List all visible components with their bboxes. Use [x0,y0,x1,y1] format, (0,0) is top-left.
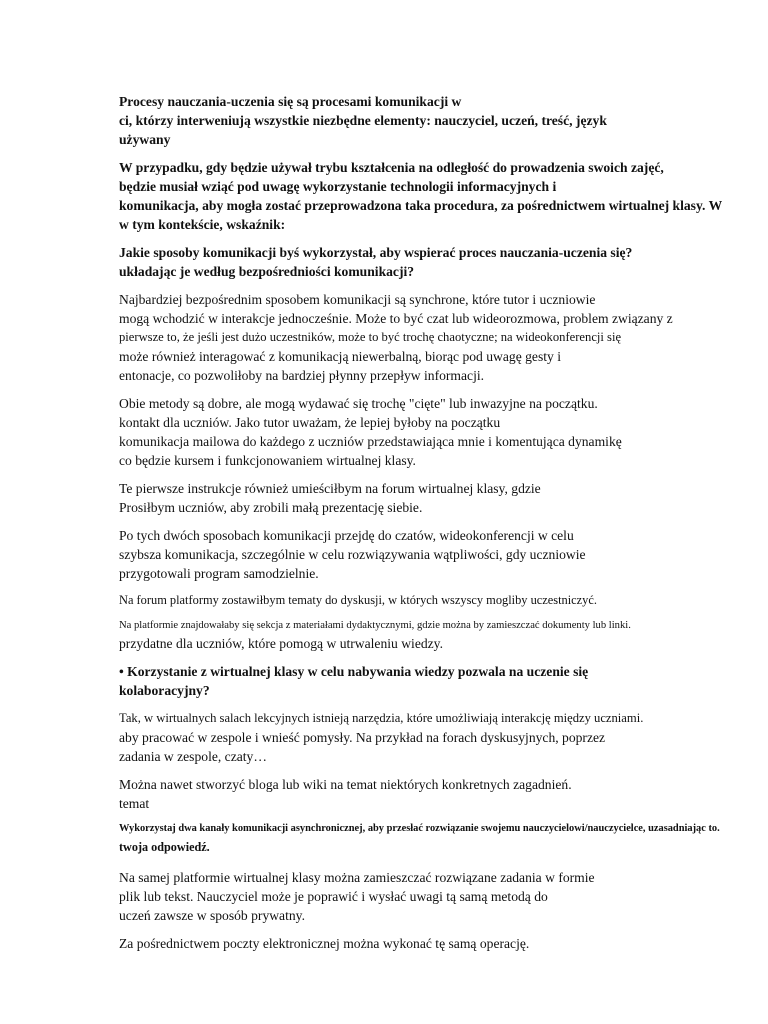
document-page [119,92,739,953]
text-line: co będzie kursem i funkcjonowaniem wirtualnej klasy. [119,453,416,468]
question-heading-4 [119,820,739,856]
text-line: Obie metody są dobre, ale mogą wydawać się trochę "cięte" lub inwazyjne na początku. [119,396,598,411]
answer-paragraph [119,709,739,766]
answer-paragraph [119,868,739,925]
text-line: temat [119,796,150,811]
text-line: Procesy nauczania-uczenia się są procesami komunikacji w [119,94,462,109]
answer-paragraph [119,479,739,517]
text-line: Wykorzystaj dwa kanały komunikacji asynchronicznej, aby przesłać rozwiązanie swojemu nauczycielowi/nauczycielce, uzasadniając to. [119,823,720,834]
text-line: szybsza komunikacja, szczególnie w celu rozwiązywania wątpliwości, gdy uczniowie [119,547,586,562]
text-line: będzie musiał wziąć pod uwagę wykorzystanie technologii informacyjnych i [119,179,557,194]
text-line: komunikacja mailowa do każdego z uczniów przedstawiająca mnie i komentująca dynamikę [119,434,622,449]
text-line: ci, którzy interweniują wszystkie niezbędne elementy: nauczyciel, uczeń, treść, język [119,113,607,128]
text-line: entonacje, co pozwoliłoby na bardziej płynny przepływ informacji. [119,368,485,383]
text-line: zadania w zespole, czaty… [119,749,267,764]
text-line: w tym kontekście, wskaźnik: [119,217,286,232]
text-line: W przypadku, gdy będzie używał trybu kształcenia na odległość do prowadzenia swoich zajęć, [119,160,664,175]
text-line: może również interagować z komunikacją niewerbalną, biorąc pod uwagę gesty i [119,349,561,364]
answer-paragraph [119,526,739,583]
text-line: aby pracować w zespole i wnieść pomysły. Na przykład na forach dyskusyjnych, poprzez [119,730,606,745]
answer-paragraph [119,617,739,634]
question-heading-1 [119,92,739,149]
text-line: pierwsze to, że jeśli jest dużo uczestników, może to być trochę chaotyczne; na wideokonferencji się [119,330,622,344]
text-line: przydatne dla uczniów, które pomogą w utrwaleniu wiedzy. [119,636,443,651]
text-line: układając je według bezpośredniości komunikacji? [119,264,415,279]
question-heading-3 [119,662,739,700]
text-line: kontakt dla uczniów. Jako tutor uważam, że lepiej byłoby na początku [119,415,501,430]
text-line: Prosiłbym uczniów, aby zrobili małą prezentację siebie. [119,500,423,515]
answer-paragraph [119,394,739,470]
text-line: uczeń zawsze w sposób prywatny. [119,908,305,923]
answer-paragraph [119,591,739,610]
text-line: Tak, w wirtualnych salach lekcyjnych istnieją narzędzia, które umożliwiają interakcję między uczniami. [119,711,644,725]
text-line: Najbardziej bezpośrednim sposobem komunikacji są synchrone, które tutor i uczniowie [119,292,596,307]
answer-paragraph [119,290,739,385]
answer-paragraph [119,634,739,653]
text-line: Te pierwsze instrukcje również umieściłbym na forum wirtualnej klasy, gdzie [119,481,541,496]
answer-paragraph [119,934,739,953]
text-line: używany [119,132,171,147]
text-line: plik lub tekst. Nauczyciel może je poprawić i wysłać uwagi tą samą metodą do [119,889,548,904]
question-context [119,158,739,234]
answer-paragraph [119,775,739,813]
text-line: Można nawet stworzyć bloga lub wiki na temat niektórych konkretnych zagadnień. [119,777,572,792]
text-line: twoja odpowiedź. [119,840,210,854]
text-line: Na platformie znajdowałaby się sekcja z materiałami dydaktycznymi, gdzie można by zamieszczać dokumenty lub linki. [119,620,631,631]
text-line: • Korzystanie z wirtualnej klasy w celu nabywania wiedzy pozwala na uczenie się [119,664,589,679]
text-line: kolaboracyjny? [119,683,210,698]
question-heading-2 [119,243,739,281]
text-line: przygotowali program samodzielnie. [119,566,319,581]
text-line: Na forum platformy zostawiłbym tematy do dyskusji, w których wszyscy mogliby uczestniczyć. [119,593,597,607]
text-line: komunikacja, aby mogła zostać przeprowadzona taka procedura, za pośrednictwem wirtualnej klasy. W [119,198,723,213]
text-line: Po tych dwóch sposobach komunikacji przejdę do czatów, wideokonferencji w celu [119,528,574,543]
text-line: Jakie sposoby komunikacji byś wykorzystał, aby wspierać proces nauczania-uczenia się? [119,245,633,260]
text-line: Za pośrednictwem poczty elektronicznej można wykonać tę samą operację. [119,936,530,951]
text-line: Na samej platformie wirtualnej klasy można zamieszczać rozwiązane zadania w formie [119,870,595,885]
text-line: mogą wchodzić w interakcje jednocześnie. Może to być czat lub wideorozmowa, problem związany z [119,311,673,326]
